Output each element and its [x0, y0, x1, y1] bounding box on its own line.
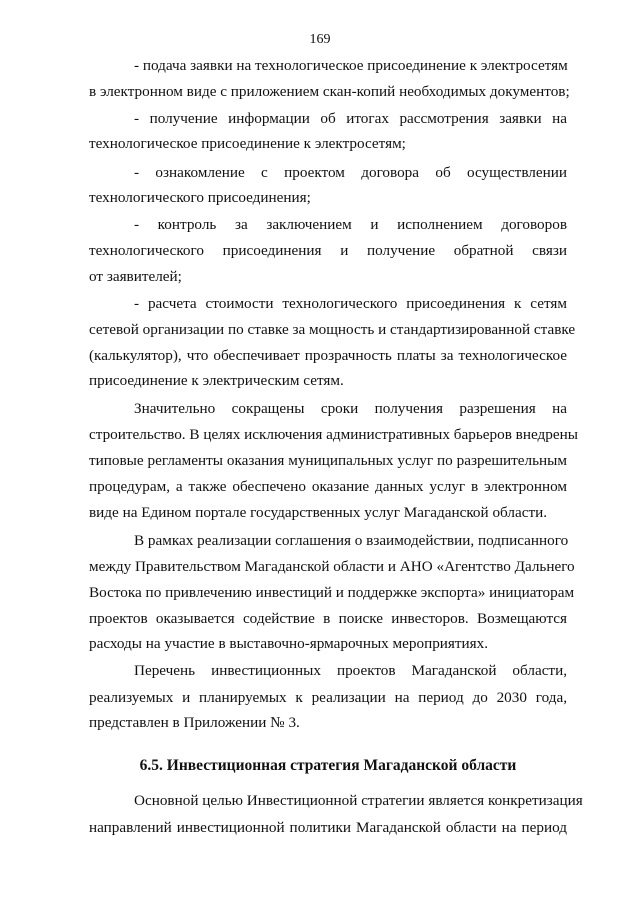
text-line: - ознакомление с проектом договора об осуществлении: [134, 164, 567, 181]
text-line: расходы на участие в выставочно-ярмарочных мероприятиях.: [89, 635, 489, 652]
text-line: в электронном виде с приложением скан-копий необходимых документов;: [89, 83, 570, 100]
text-line: технологического присоединения и получение обратной связи: [89, 242, 567, 259]
text-line: технологическое присоединение к электросетям;: [89, 135, 406, 152]
text-line: Перечень инвестиционных проектов Магаданской области,: [134, 662, 567, 679]
text-line: - контроль за заключением и исполнением договоров: [134, 216, 567, 233]
text-line: направлений инвестиционной политики Магаданской области на период: [89, 819, 567, 836]
text-line: Значительно сокращены сроки получения разрешения на: [134, 400, 567, 417]
text-line: строительство. В целях исключения административных барьеров внедрены: [89, 426, 578, 443]
text-line: представлен в Приложении № 3.: [89, 714, 300, 731]
text-line: - подача заявки на технологическое присоединение к электросетям: [134, 57, 568, 74]
text-line: между Правительством Магаданской области и АНО «Агентство Дальнего: [89, 558, 575, 575]
page-number: 169: [309, 32, 331, 47]
text-line: типовые регламенты оказания муниципальных услуг по разрешительным: [89, 452, 567, 469]
text-line: сетевой организации по ставке за мощность и стандартизированной ставке: [89, 321, 576, 338]
text-line: процедурам, а также обеспечено оказание данных услуг в электронном: [89, 478, 567, 495]
text-line: - расчета стоимости технологического присоединения к сетям: [134, 295, 567, 312]
text-line: присоединение к электрическим сетям.: [89, 372, 344, 389]
text-line: проектов оказывается содействие в поиске инвесторов. Возмещаются: [89, 610, 567, 627]
text-line: реализуемых и планируемых к реализации на период до 2030 года,: [89, 689, 567, 706]
text-line: В рамках реализации соглашения о взаимодействии, подписанного: [134, 532, 569, 549]
text-line: (калькулятор), что обеспечивает прозрачность платы за технологическое: [89, 347, 567, 364]
text-line: Основной целью Инвестиционной стратегии является конкретизация: [134, 792, 583, 809]
text-line: технологического присоединения;: [89, 189, 311, 206]
text-line: Востока по привлечению инвестиций и поддержке экспорта» инициаторам: [89, 584, 575, 601]
text-line: виде на Едином портале государственных услуг Магаданской области.: [89, 504, 548, 521]
text-line: от заявителей;: [89, 268, 182, 285]
text-line: - получение информации об итогах рассмотрения заявки на: [134, 110, 567, 127]
section-heading: 6.5. Инвестиционная стратегия Магаданской области: [139, 757, 517, 774]
